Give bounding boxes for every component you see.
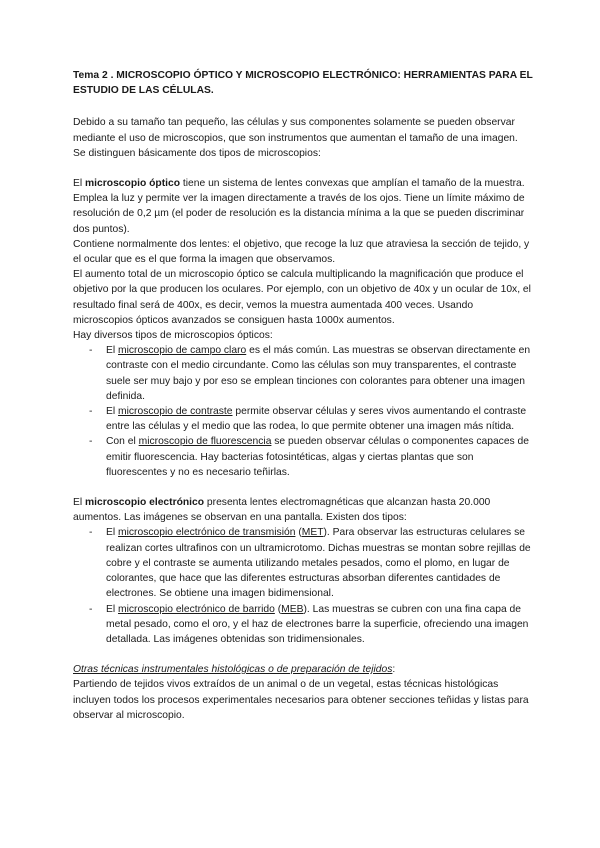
intro-paragraph: Debido a su tamaño tan pequeño, las células y sus componentes solamente se pueden observar mediante el uso de microscopios, que son instrumentos que aumentan el tamaño de una imagen. Se distinguen básicamente dos tipos de microscopios: bbox=[73, 117, 518, 159]
list-item: - Con el microscopio de fluorescencia se pueden observar células o componentes capaces de emitir fluorescencia. Hay bacterias fotosintéticas, algas y ciertas plantas que son fluorescentes y no es necesario teñirlas. bbox=[73, 434, 533, 480]
optico-paragraph-1: El microscopio óptico tiene un sistema de lentes convexas que amplían el tamaño de la muestra. Emplea la luz y permite ver la imagen directamente a través de los ojos. Tiene un límite máximo de resolución de 0,2 µm (el poder de resolución es la distancia mínima a la que se pueden discriminar dos puntos). bbox=[73, 178, 525, 235]
document-body bbox=[73, 68, 533, 723]
list-item: - El microscopio de contraste permite observar células y seres vivos aumentando el contraste entre las células y el medio que las rodea, lo que permite obtener una imagen más nítida. bbox=[73, 404, 533, 434]
electronico-types-list bbox=[73, 525, 533, 647]
list-item: - El microscopio electrónico de barrido (MEB). Las muestras se cubren con una fina capa de metal pesado, como el oro, y el haz de electrones barre la superficie, ofreciendo una imagen detallada. Las imágenes obtenidas son tridimensionales. bbox=[73, 602, 533, 648]
optico-paragraph-3: El aumento total de un microscopio óptico se calcula multiplicando la magnificación que produce el objetivo por la que producen los oculares. Por ejemplo, con un objetivo de 40x y un ocular de 10x, el resultado final será de 400x, es decir, vemos la muestra aumentada 400 veces. Usando microscopios ópticos avanzados se consiguen hasta 1000x aumentos. bbox=[73, 269, 531, 326]
otras-heading: Otras técnicas instrumentales histológicas o de preparación de tejidos: bbox=[73, 664, 396, 676]
optico-paragraph-2: Contiene normalmente dos lentes: el objetivo, que recoge la luz que atraviesa la sección de tejido, y el ocular que es el que forma la imagen que observamos. bbox=[73, 238, 530, 266]
optico-types-list bbox=[73, 343, 533, 480]
optico-term: microscopio óptico bbox=[85, 178, 181, 190]
electronico-paragraph: El microscopio electrónico presenta lentes electromagnéticas que alcanzan hasta 20.000 aumentos. Las imágenes se observan en una pantalla. Existen dos tipos: bbox=[73, 497, 491, 524]
optico-paragraph-4: Hay diversos tipos de microscopios ópticos: bbox=[73, 330, 273, 342]
list-item: - El microscopio electrónico de transmisión (MET). Para observar las estructuras celulares se realizan cortes ultrafinos con un ultramicrotomo. Dichas muestras se montan sobre rejillas de cobre y el contraste se aumenta utilizando metales pesados, como el plomo, en lugar de colorantes, que hace que las diferentes estructuras absorban diferentes cantidades de electrones. Se obtiene una imagen bidimensional. bbox=[73, 525, 533, 601]
page-title: Tema 2 . MICROSCOPIO ÓPTICO Y MICROSCOPIO ELECTRÓNICO: HERRAMIENTAS PARA EL ESTUDIO DE LAS CÉLULAS. bbox=[73, 70, 533, 97]
list-item: - El microscopio de campo claro es el más común. Las muestras se observan directamente en contraste con el medio circundante. Como las células son muy transparentes, el contraste suele ser muy bajo y por eso se emplean tinciones con colorantes para obtener una imagen definida. bbox=[73, 343, 533, 404]
electronico-term: microscopio electrónico bbox=[85, 497, 205, 509]
otras-paragraph: Partiendo de tejidos vivos extraídos de un animal o de un vegetal, estas técnicas histológicas incluyen todos los procesos experimentales necesarios para obtener secciones teñidas y listas para observar al microscopio. bbox=[73, 679, 529, 721]
